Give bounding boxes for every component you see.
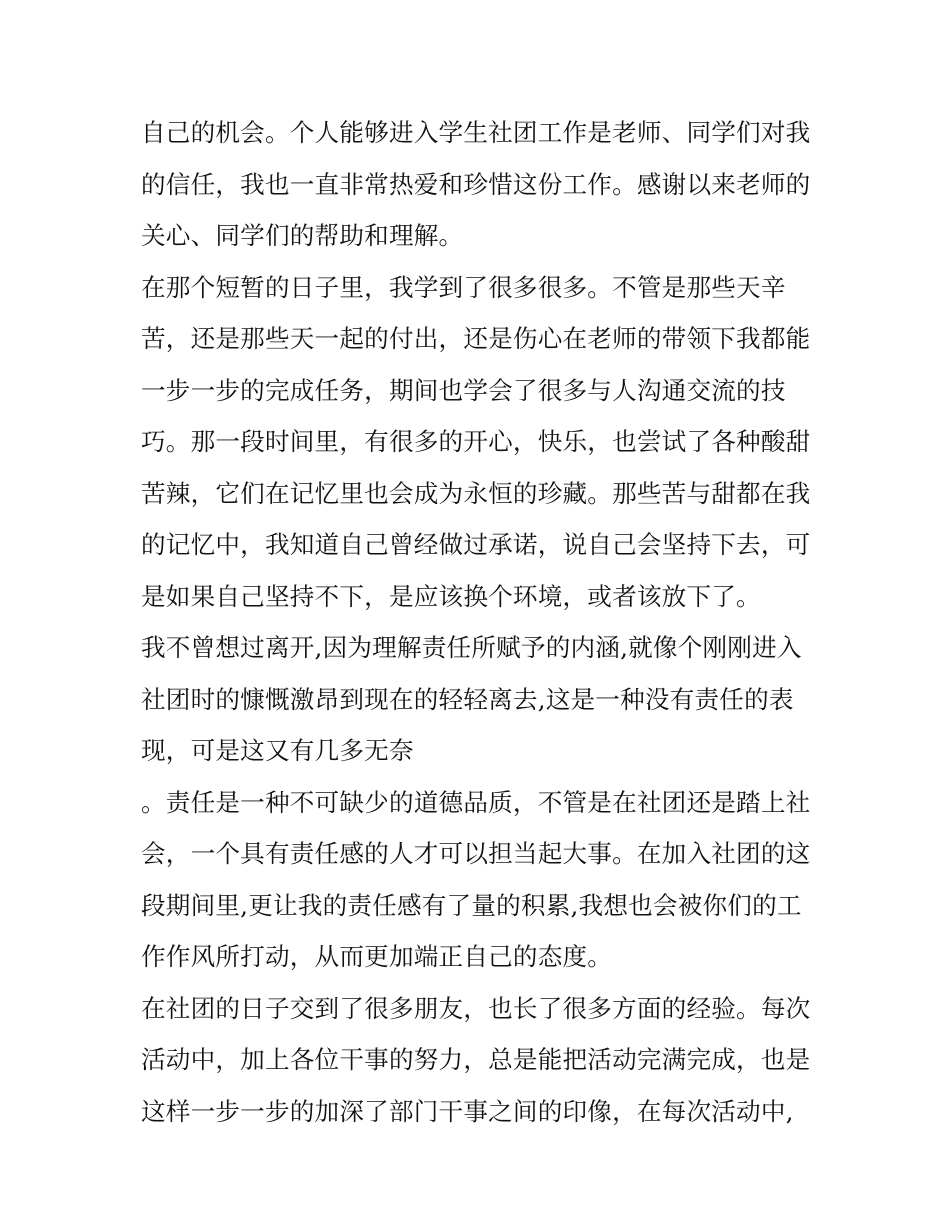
text-line: 苦，还是那些天一起的付出，还是伤心在老师的带领下我都能 bbox=[141, 324, 811, 353]
document-body bbox=[141, 107, 821, 1137]
text-line: 是如果自己坚持不下，是应该换个环境，或者该放下了。 bbox=[141, 581, 761, 611]
text-line: 巧。那一段时间里，有很多的开心，快乐，也尝试了各种酸甜 bbox=[141, 427, 811, 456]
text-line: 这样一步一步的加深了部门干事之间的印像，在每次活动中, bbox=[141, 1096, 794, 1126]
text-line: 会，一个具有责任感的人才可以担当起大事。在加入社团的这 bbox=[141, 839, 811, 868]
text-line: 社团时的慷慨激昂到现在的轻轻离去,这是一种没有责任的表 bbox=[141, 684, 794, 714]
text-line: 。责任是一种不可缺少的道德品质，不管是在社团还是踏上社 bbox=[141, 787, 811, 817]
text-line: 现，可是这又有几多无奈 bbox=[141, 736, 414, 765]
text-line: 苦辣，它们在记忆里也会成为永恒的珍藏。那些苦与甜都在我 bbox=[141, 478, 811, 508]
text-line: 关心、同学们的帮助和理解。 bbox=[141, 221, 464, 250]
text-line: 作作风所打动，从而更加端正自己的态度。 bbox=[141, 942, 613, 971]
text-line: 自己的机会。个人能够进入学生社团工作是老师、同学们对我 bbox=[141, 118, 811, 147]
text-line: 段期间里,更让我的责任感有了量的积累,我想也会被你们的工 bbox=[141, 890, 802, 920]
text-line: 活动中，加上各位干事的努力，总是能把活动完满完成，也是 bbox=[141, 1045, 811, 1074]
text-line: 在那个短暂的日子里，我学到了很多很多。不管是那些天辛 bbox=[141, 272, 786, 302]
text-line: 在社团的日子交到了很多朋友，也长了很多方面的经验。每次 bbox=[141, 993, 811, 1023]
text-line: 的记忆中，我知道自己曾经做过承诺，说自己会坚持下去，可 bbox=[141, 530, 811, 559]
text-line: 我不曾想过离开,因为理解责任所赋予的内涵,就像个刚刚进入 bbox=[141, 633, 802, 662]
text-line: 的信任，我也一直非常热爱和珍惜这份工作。感谢以来老师的 bbox=[141, 169, 811, 199]
text-line: 一步一步的完成任务，期间也学会了很多与人沟通交流的技 bbox=[141, 375, 786, 405]
